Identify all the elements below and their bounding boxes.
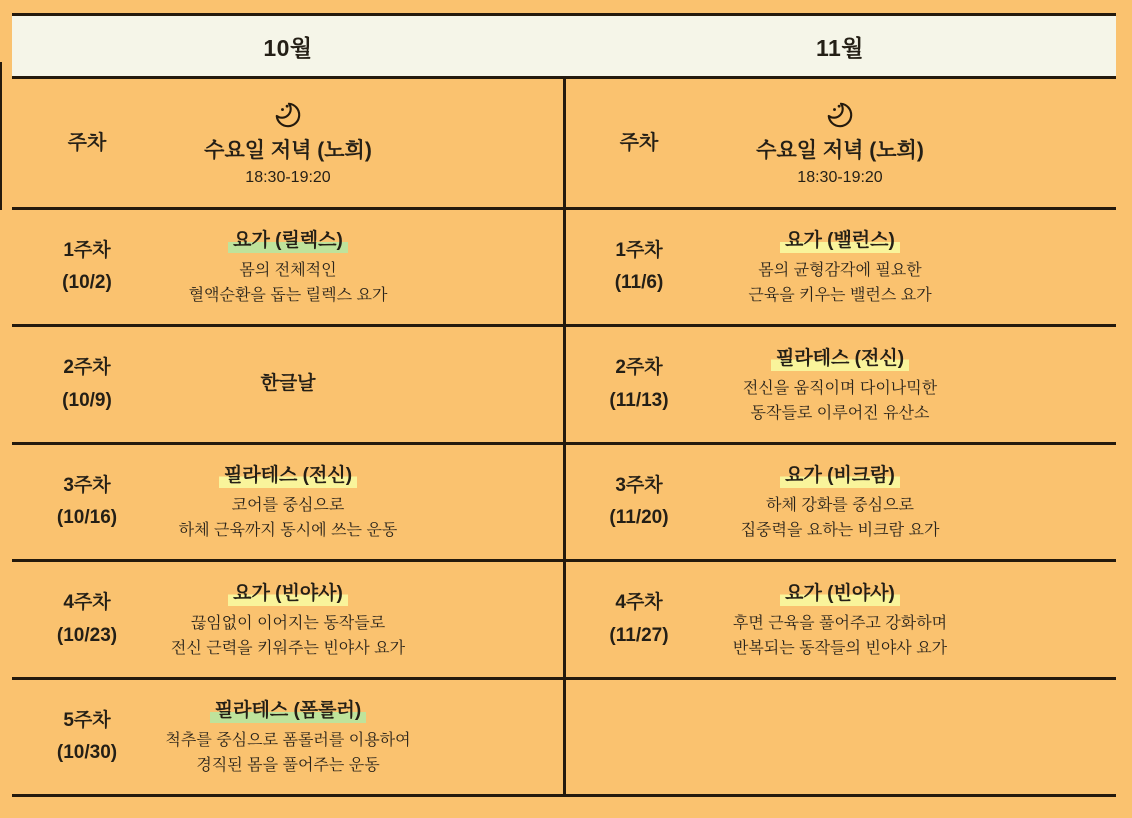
schedule-row-nov-week1 [564, 210, 1116, 327]
schedule-table [12, 79, 1116, 797]
week-label: 4주차 [615, 592, 663, 614]
week-label: 5주차 [63, 709, 111, 731]
schedule-row-oct-week2 [12, 327, 564, 445]
description-line: 동작들로 이루어진 유산소 [750, 404, 930, 422]
description-line: 코어를 중심으로 [231, 497, 345, 515]
schedule-header-row [564, 79, 1116, 210]
class-time: 18:30-19:20 [245, 168, 331, 186]
week-cell [564, 210, 714, 324]
class-title: 수요일 저녁 (노희) [756, 138, 924, 162]
activity-description [179, 494, 398, 544]
highlighted-title: 요가 (빈야사) [780, 581, 900, 606]
month-title-november: 11월 [815, 34, 865, 61]
activity-description [748, 259, 931, 309]
week-header-label: 주차 [67, 132, 107, 154]
activity-title [219, 460, 357, 487]
activity-description [743, 377, 937, 427]
highlighted-title: 한글날 [260, 372, 316, 394]
week-cell [12, 680, 162, 794]
crescent-moon-icon [273, 100, 303, 130]
activity-title [835, 723, 845, 745]
activity-description [733, 612, 947, 662]
description-line: 혈액순환을 돕는 릴렉스 요가 [188, 287, 388, 304]
description-line: 척추를 중심으로 폼롤러를 이용하여 [165, 732, 411, 750]
week-date: (10/23) [56, 624, 118, 646]
activity-title [780, 578, 900, 605]
description-line: 근육을 키우는 밸런스 요가 [748, 287, 932, 304]
class-time: 18:30-19:20 [797, 168, 883, 186]
week-cell [12, 562, 162, 677]
description-line: 후면 근육을 풀어주고 강화하며 [732, 614, 948, 632]
activity-title [780, 460, 900, 487]
schedule-row-nov-week5-empty [564, 680, 1116, 797]
week-cell [564, 327, 714, 442]
description-line: 집중력을 요하는 비크람 요가 [740, 522, 940, 539]
activity-description [171, 612, 405, 662]
highlighted-title: 필라테스 (전신) [219, 463, 357, 488]
activity-description [165, 729, 410, 779]
week-header-cell [564, 79, 714, 207]
week-header-cell [12, 79, 162, 207]
schedule-row-oct-week4 [12, 562, 564, 680]
highlighted-title: 요가 (밸런스) [780, 228, 900, 253]
schedule-row-oct-week3 [12, 445, 564, 562]
week-date: (10/30) [56, 742, 118, 763]
week-label: 3주차 [63, 474, 111, 496]
highlighted-title: 요가 (비크람) [780, 463, 900, 488]
month-column-october [12, 79, 564, 797]
highlighted-title [835, 721, 845, 746]
crescent-moon-icon [825, 100, 855, 130]
schedule-row-oct-week5 [12, 680, 564, 797]
activity-title [780, 225, 900, 252]
description-line: 전신 근력을 키워주는 빈야사 요가 [170, 639, 406, 657]
week-cell [12, 210, 162, 324]
week-date: (10/16) [56, 507, 118, 528]
schedule-row-nov-week3 [564, 445, 1116, 562]
center-column-divider [563, 79, 566, 797]
schedule-row-oct-week1 [12, 210, 564, 327]
schedule-row-nov-week4 [564, 562, 1116, 680]
week-cell [12, 445, 162, 559]
week-date: (11/20) [609, 507, 669, 528]
week-date: (10/9) [62, 389, 112, 411]
highlighted-title: 필라테스 (폼롤러) [210, 698, 366, 723]
activity-title [228, 225, 348, 252]
description-line: 하체 강화를 중심으로 [766, 497, 914, 515]
week-date: (10/2) [62, 272, 112, 293]
week-label: 2주차 [63, 357, 111, 379]
week-label: 4주차 [63, 592, 111, 614]
activity-title [255, 368, 320, 395]
week-date: (11/13) [609, 389, 669, 411]
highlighted-title: 요가 (릴렉스) [228, 228, 348, 253]
week-label: 1주차 [63, 239, 111, 261]
activity-title [771, 343, 909, 370]
week-label: 1주차 [615, 239, 663, 261]
week-cell [564, 445, 714, 559]
activity-title [210, 695, 366, 722]
description-line: 반복되는 동작들의 빈야사 요가 [732, 639, 948, 657]
month-header-band [12, 13, 1116, 79]
week-cell [564, 680, 714, 794]
week-date: (11/27) [609, 624, 669, 646]
week-date: (11/6) [614, 272, 664, 293]
left-edge-line [0, 62, 2, 210]
class-title: 수요일 저녁 (노희) [204, 138, 372, 162]
schedule-row-nov-week2 [564, 327, 1116, 445]
description-line: 몸의 균형감각에 필요한 [758, 262, 922, 280]
week-label: 2주차 [615, 357, 663, 379]
week-header-label: 주차 [619, 132, 659, 154]
activity-description [741, 494, 940, 544]
schedule-header-row [12, 79, 564, 210]
description-line: 경직된 몸을 풀어주는 운동 [196, 757, 380, 774]
description-line: 하체 근육까지 동시에 쓰는 운동 [178, 522, 398, 539]
description-line: 전신을 움직이며 다이나믹한 [742, 379, 938, 397]
description-line: 몸의 전체적인 [239, 262, 337, 280]
week-cell [12, 327, 162, 442]
description-line: 끊임없이 이어지는 동작들로 [190, 614, 386, 632]
week-label: 3주차 [615, 474, 663, 496]
highlighted-title: 요가 (빈야사) [228, 581, 348, 606]
activity-title [228, 578, 348, 605]
month-title-october: 10월 [263, 34, 313, 61]
highlighted-title: 필라테스 (전신) [771, 346, 909, 371]
week-cell [564, 562, 714, 677]
month-column-november [564, 79, 1116, 797]
activity-description [189, 259, 388, 309]
